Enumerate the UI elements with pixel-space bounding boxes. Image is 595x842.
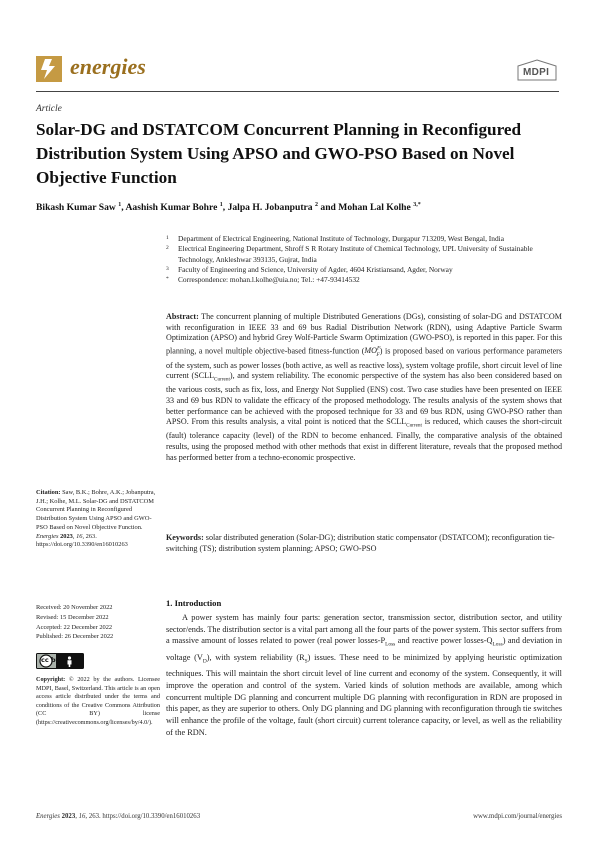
abstract bbox=[166, 312, 562, 463]
formula-subscript: F bbox=[376, 352, 380, 359]
citation-doi[interactable]: , 263. https://doi.org/10.3390/en16010263 bbox=[36, 532, 128, 549]
intro-text: and reactive power losses-Q bbox=[395, 636, 493, 646]
introduction-paragraph bbox=[166, 612, 562, 738]
copyright-label: Copyright: bbox=[36, 676, 66, 683]
intro-text: ) issues. These need to be minimized by applying heuristic optimization techniques. This will maintain the short circuit level of line current and economy of the system. Consequently, it will improve the operation and control of the system. Varied kinds of solution methods are available, among which concurrent multiple DG planning and concurrent multiple DG planning with reconfiguration in RDN are proposed in this paper, as they are superior to others. Only DG planning and DG planning with reconfiguration through tie switches will enhance the profile of the voltage, fault (short circuit) current tolerance capacity, or level, as well as the reliability of the RDN. bbox=[166, 652, 562, 737]
author-affiliation-mark: 2 bbox=[315, 202, 319, 208]
journal-name[interactable]: energies bbox=[70, 54, 146, 79]
footer-doi: , 263. https://doi.org/10.3390/en16010263 bbox=[85, 813, 201, 820]
intro-text: ) and deviation in voltage (V bbox=[166, 636, 563, 662]
keywords bbox=[166, 533, 562, 554]
cc-badge-text: cc by bbox=[41, 656, 60, 664]
citation-year: 2023 bbox=[60, 532, 73, 540]
date-accepted: Accepted: 22 December 2022 bbox=[36, 623, 113, 631]
keywords-label: Keywords: bbox=[166, 533, 204, 542]
author-affiliation-mark: 3,* bbox=[413, 202, 421, 208]
keywords-text: solar distributed generation (Solar-DG); distribution static compensator (DSTATCOM); reconfiguration tie-switching (TS); distribution system planning; APSO; GWO-PSO bbox=[166, 533, 555, 553]
intro-text: ), with system reliability (R bbox=[206, 652, 305, 662]
affiliation-mark: * bbox=[166, 276, 169, 283]
affiliation-item bbox=[166, 275, 566, 285]
affiliation-mark: 2 bbox=[166, 245, 169, 252]
affiliation-item bbox=[166, 244, 566, 265]
author-affiliation-mark: 1 bbox=[118, 202, 122, 208]
abstract-text: The concurrent planning of multiple Distributed Generations (DGs), consisting of solar-DG and DSTATCOM with reconfiguration in IEEE 33 and 69 bus Radial Distribution Network (RDN), using Adaptive Particle Swarm Optimization (APSO) and hybrid Grey Wolf-Particle Swarm Optimization (GWO-PSO), is reported in this paper. For this planning, a novel multiple objective-based fitness-function ( bbox=[166, 312, 562, 356]
author-name[interactable]: Bikash Kumar Saw bbox=[36, 202, 116, 214]
cc-license-badge[interactable] bbox=[36, 653, 84, 669]
affiliation-text: Department of Electrical Engineering, National Institute of Technology, Durgapur 713209, West Bengal, India bbox=[178, 234, 504, 243]
intro-subscript: D bbox=[202, 658, 207, 665]
journal-logo-icon bbox=[36, 56, 62, 82]
correspondence-text[interactable]: Correspondence: mohan.l.kolhe@uia.no; Tel.: +47-93414532 bbox=[178, 275, 360, 285]
date-published: Published: 26 December 2022 bbox=[36, 633, 114, 641]
mdpi-label: MDPI bbox=[523, 67, 550, 78]
footer-journal-url[interactable]: www.mdpi.com/journal/energies bbox=[473, 813, 562, 820]
header-divider bbox=[36, 91, 559, 92]
abstract-text: ) is proposed based on various performance parameters of the system, such as power losses (both active, as well as reactive loss), system voltage profile, short circuit level of line current (SCLL bbox=[166, 346, 563, 381]
affiliation-list bbox=[166, 234, 566, 285]
copyright-text: © 2022 by the authors. Licensee MDPI, Basel, Switzerland. This article is an open access article distributed under the terms and conditions of the Creative Commons Attribution (CC BY) license (https://creativecommons.org/licenses/by/4.0/). bbox=[36, 676, 160, 726]
affiliation-text: Faculty of Engineering and Science, University of Agder, 4604 Kristiansand, Agder, Norway bbox=[178, 264, 453, 274]
citation-label: Citation: bbox=[36, 489, 61, 496]
citation-text: Saw, B.K.; Bohre, A.K.; Jobanputra, J.H.; Kolhe, M.L. Solar-DG and DSTATCOM Concurrent Planning in Reconfigured Distribution System Using APSO and GWO-PSO Based on Novel Objective Function. bbox=[36, 489, 156, 531]
abstract-label: Abstract: bbox=[166, 312, 199, 321]
date-revised: Revised: 15 December 2022 bbox=[36, 613, 109, 621]
abstract-text: ), and system reliability. The economic perspective of the system has also been considered based on the various costs, such as fix, loss, and Energy Not Supplied (ENS) cost. Two case studies have been presented on IEEE 33 and 69 bus RDN to validate the efficacy of the proposed methodology. The results analysis of the system shows that better performance can be achieved with the proposed technique for 33 and 69 bus RDN, using GWO-PSO rather than APSO. From this results analysis, a vital point is noticed that the SCLL bbox=[166, 371, 562, 427]
intro-subscript: Loss bbox=[385, 642, 396, 649]
mdpi-logo[interactable] bbox=[515, 59, 559, 81]
affiliation-mark: 3 bbox=[166, 265, 169, 272]
footer-volume: 16 bbox=[78, 813, 86, 820]
author-name[interactable]: Jalpa H. Jobanputra bbox=[227, 202, 313, 214]
author-affiliation-mark: 1 bbox=[219, 202, 223, 208]
footer-year: 2023 bbox=[61, 813, 76, 820]
section-heading-introduction: 1. Introduction bbox=[166, 598, 222, 608]
abstract-subscript: Current bbox=[406, 422, 422, 429]
abstract-text: is reduced, which causes the short-circuit (fault) tolerance capacity (level) of the RDN to become enhanced. Finally, the comparative analysis of the obtained results, using the proposed method with other methods that exist in different literature, reveals that the proposed method has performed better from a techno-economic prospective. bbox=[166, 417, 562, 462]
copyright-block bbox=[36, 676, 160, 728]
intro-subscript: Loss bbox=[492, 642, 503, 649]
affiliation-item bbox=[166, 234, 566, 244]
article-type: Article bbox=[36, 104, 62, 114]
citation-volume: 16 bbox=[76, 532, 83, 540]
publication-dates bbox=[36, 603, 160, 642]
affiliation-item bbox=[166, 265, 566, 275]
affiliation-mark: 1 bbox=[166, 235, 169, 241]
article-title: Solar-DG and DSTATCOM Concurrent Planning in Reconfigured Distribution System Using APSO and GWO-PSO Based on Novel Objective Function bbox=[36, 120, 522, 187]
footer-citation[interactable]: Energies 2023, 16, 263. https://doi.org/10.3390/en16010263 bbox=[36, 813, 201, 820]
intro-text: A power system has mainly four parts: generation sector, transmission sector, distribution sector, and utility sector/ends. The distribution sector is a vital part among all the four parts of the power system. This sector suffers from a massive amount of losses related to power (real power losses-P bbox=[166, 613, 562, 646]
citation-block: Citation: Saw, B.K.; Bohre, A.K.; Jobanputra, J.H.; Kolhe, M.L. Solar-DG and DSTATCOM Concurrent Planning in Reconfigured Distribution System Using APSO and GWO-PSO Based on Novel Objective Function. Energies 2023, 16, 263. https://doi.org/10.3390/en16010263 bbox=[36, 489, 156, 549]
fitness-formula: MO bbox=[364, 346, 377, 356]
author-name[interactable]: Mohan Lal Kolhe bbox=[338, 202, 411, 214]
author-list: Bikash Kumar Saw $^1$, Aashish Kumar Bohre $^1$, Jalpa H. Jobanputra $^2$ and Mohan Lal Kolhe $^{3,*}$ bbox=[36, 202, 421, 214]
citation-journal: Energies bbox=[36, 532, 59, 540]
intro-subscript: S bbox=[304, 658, 308, 665]
affiliation-text: Electrical Engineering Department, Shroff S R Rotary Institute of Chemical Technology, UPL University of Sustainable Technology, Ankleshwar 393135, Gujrat, India bbox=[178, 244, 533, 264]
formula-superscript: F bbox=[377, 345, 381, 352]
footer-journal: Energies bbox=[36, 813, 60, 820]
date-received: Received: 20 November 2022 bbox=[36, 604, 113, 611]
author-name[interactable]: Aashish Kumar Bohre bbox=[125, 202, 218, 214]
abstract-subscript: Current bbox=[214, 376, 230, 383]
